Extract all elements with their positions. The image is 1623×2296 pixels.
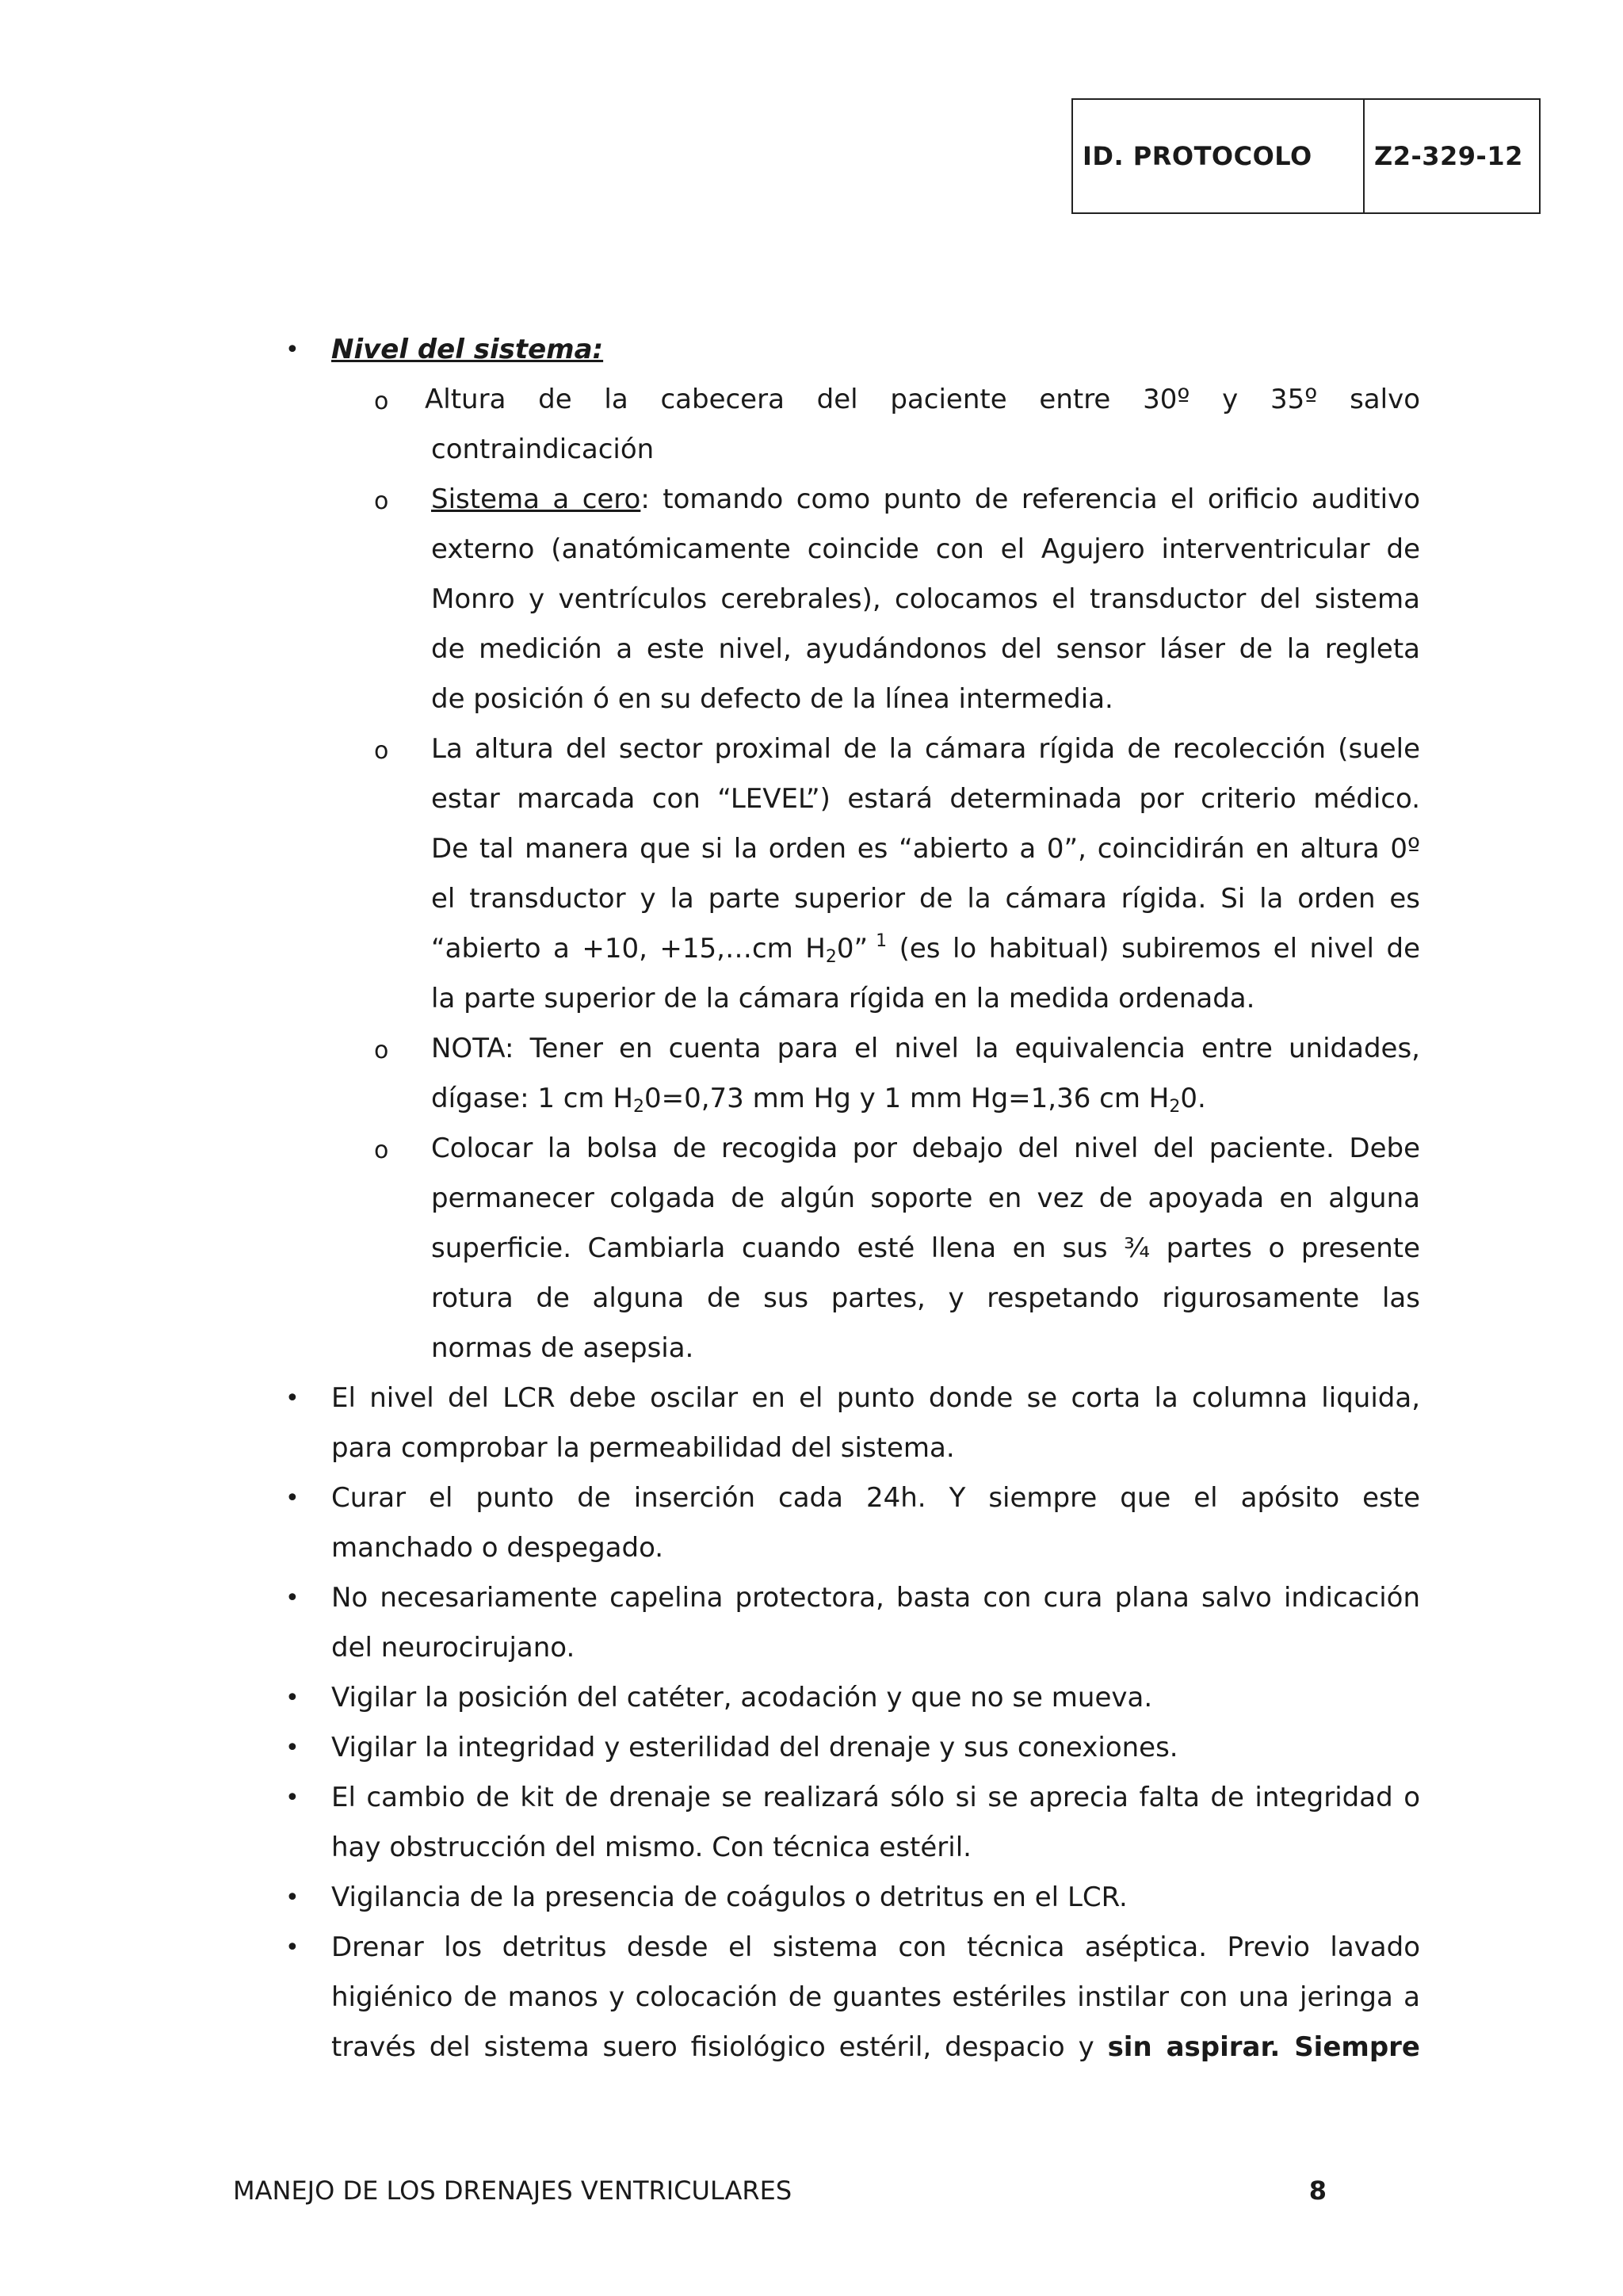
subscript: 2 <box>1169 1097 1181 1117</box>
bold-text: sin aspirar. Siempre <box>1107 2031 1420 2063</box>
sub-item-line: Monro y ventrículos cerebrales), colocamos el transductor del sistema <box>431 583 1420 615</box>
sub-item-line: estar marcada con “LEVEL”) estará determinada por criterio médico. <box>431 783 1420 815</box>
list-item-line: Vigilancia de la presencia de coágulos o detritus en el LCR. <box>331 1881 1128 1913</box>
sub-item-line: de posición ó en su defecto de la línea intermedia. <box>431 683 1113 715</box>
bullet-marker: • <box>285 1884 300 1912</box>
sub-item-line: de medición a este nivel, ayudándonos del sensor láser de la regleta <box>431 633 1420 665</box>
list-item-line <box>331 2023 1420 2073</box>
list-item-line: Vigilar la posición del catéter, acodación y que no se mueva. <box>331 1682 1153 1713</box>
sub-item-line: NOTA: Tener en cuenta para el nivel la equivalencia entre unidades, <box>431 1033 1420 1064</box>
sub-item-line <box>431 1074 1420 1124</box>
list-item-line: higiénico de manos y colocación de guantes estériles instilar con una jeringa a <box>331 1981 1420 2013</box>
list-item <box>279 1673 1420 1723</box>
sub-item-bolsa <box>374 1124 1420 1373</box>
bullet-marker: • <box>285 1734 300 1762</box>
section-heading: Nivel del sistema: <box>331 334 604 365</box>
list-item <box>279 1723 1420 1773</box>
list-item <box>279 1473 1420 1573</box>
protocol-id-box <box>1071 98 1541 214</box>
footnote-ref: 1 <box>876 931 888 951</box>
page-number: 8 <box>1308 2176 1327 2206</box>
bullet-marker: • <box>285 1784 300 1812</box>
page-footer <box>233 2176 1327 2206</box>
underlined-term: Sistema a cero <box>431 483 641 515</box>
bullet-marker: • <box>285 1385 300 1412</box>
sub-bullet-marker: o <box>374 487 389 515</box>
list-item <box>279 1373 1420 1473</box>
subscript: 2 <box>825 947 837 967</box>
list-item <box>279 1773 1420 1873</box>
list-item-line: El nivel del LCR debe oscilar en el punto donde se corta la columna liquida, <box>331 1382 1420 1414</box>
sub-item-line: la parte superior de la cámara rígida en la medida ordenada. <box>431 983 1255 1014</box>
sub-bullet-marker: o <box>374 737 389 765</box>
sub-item-line: De tal manera que si la orden es “abierto a 0”, coincidirán en altura 0º <box>431 833 1420 865</box>
sub-item-text: “abierto a +10, +15,…cm H <box>431 933 826 965</box>
protocol-id-label: ID. PROTOCOLO <box>1073 100 1365 212</box>
list-item-line: del neurocirujano. <box>331 1632 575 1664</box>
list-item-line: Curar el punto de inserción cada 24h. Y siempre que el apósito este <box>331 1482 1420 1514</box>
bullet-marker: • <box>285 1584 300 1612</box>
bullet-marker: • <box>285 1484 300 1512</box>
list-item-line: Vigilar la integridad y esterilidad del drenaje y sus conexiones. <box>331 1732 1178 1763</box>
sub-bullet-marker: o <box>374 1037 389 1064</box>
list-item-line: El cambio de kit de drenaje se realizará sólo si se aprecia falta de integridad o <box>331 1782 1420 1813</box>
sub-item-line <box>431 475 1420 525</box>
sub-item-text: (es lo habitual) subiremos el nivel de <box>887 933 1420 965</box>
document-body <box>279 325 1420 2073</box>
list-item <box>279 1573 1420 1673</box>
sub-item-sistema-a-cero <box>374 475 1421 724</box>
sub-item-line: permanecer colgada de algún soporte en vez de apoyada en alguna <box>431 1182 1420 1214</box>
sub-item-line: contraindicación <box>431 434 655 465</box>
sub-item-line: La altura del sector proximal de la cámara rígida de recolección (suele <box>431 733 1420 765</box>
sub-item-line <box>431 924 1420 974</box>
bullet-marker: • <box>285 1934 300 1962</box>
list-item-line: No necesariamente capelina protectora, basta con cura plana salvo indicación <box>331 1582 1420 1614</box>
sub-item-line: externo (anatómicamente coincide con el Agujero interventricular de <box>431 533 1420 565</box>
section-heading-item <box>279 325 1420 375</box>
bullet-marker: • <box>285 336 300 364</box>
sub-item-nota <box>374 1024 1420 1124</box>
sub-item-text: 0” <box>836 933 869 965</box>
sub-item-line: Colocar la bolsa de recogida por debajo del nivel del paciente. Debe <box>431 1133 1420 1164</box>
list-item-line: hay obstrucción del mismo. Con técnica estéril. <box>331 1832 972 1863</box>
footer-title: MANEJO DE LOS DRENAJES VENTRICULARES <box>233 2176 792 2206</box>
list-item <box>279 1873 1420 1923</box>
sub-item-text: : tomando como punto de referencia el orificio auditivo <box>640 483 1421 515</box>
subscript: 2 <box>632 1097 644 1117</box>
sub-item-line: normas de asepsia. <box>431 1332 694 1364</box>
list-item-line: Drenar los detritus desde el sistema con técnica aséptica. Previo lavado <box>331 1931 1420 1963</box>
bullet-marker: • <box>285 1684 300 1712</box>
sub-bullet-marker: o <box>374 388 389 415</box>
sub-bullet-marker: o <box>374 1137 389 1164</box>
sub-item-text: 0=0,73 mm Hg y 1 mm Hg=1,36 cm H <box>643 1083 1170 1114</box>
protocol-id-value: Z2-329-12 <box>1374 141 1523 171</box>
list-item-line: manchado o despegado. <box>331 1532 664 1564</box>
sub-item-text: 0. <box>1180 1083 1206 1114</box>
sub-item-line: superficie. Cambiarla cuando esté llena en sus ¾ partes o presente <box>431 1232 1420 1264</box>
sub-item-line: Altura de la cabecera del paciente entre 30º y 35º salvo <box>425 384 1420 415</box>
sub-item-altura <box>374 375 1420 475</box>
list-item <box>279 1923 1420 2073</box>
list-item-line: para comprobar la permeabilidad del sistema. <box>331 1432 955 1464</box>
sub-item-text: dígase: 1 cm H <box>431 1083 633 1114</box>
sub-item-line: rotura de alguna de sus partes, y respetando rigurosamente las <box>431 1282 1420 1314</box>
list-item-text: través del sistema suero fisiológico estéril, despacio y <box>331 2031 1108 2063</box>
sub-item-altura-sector <box>374 724 1420 1024</box>
sub-item-line: el transductor y la parte superior de la cámara rígida. Si la orden es <box>431 883 1420 915</box>
